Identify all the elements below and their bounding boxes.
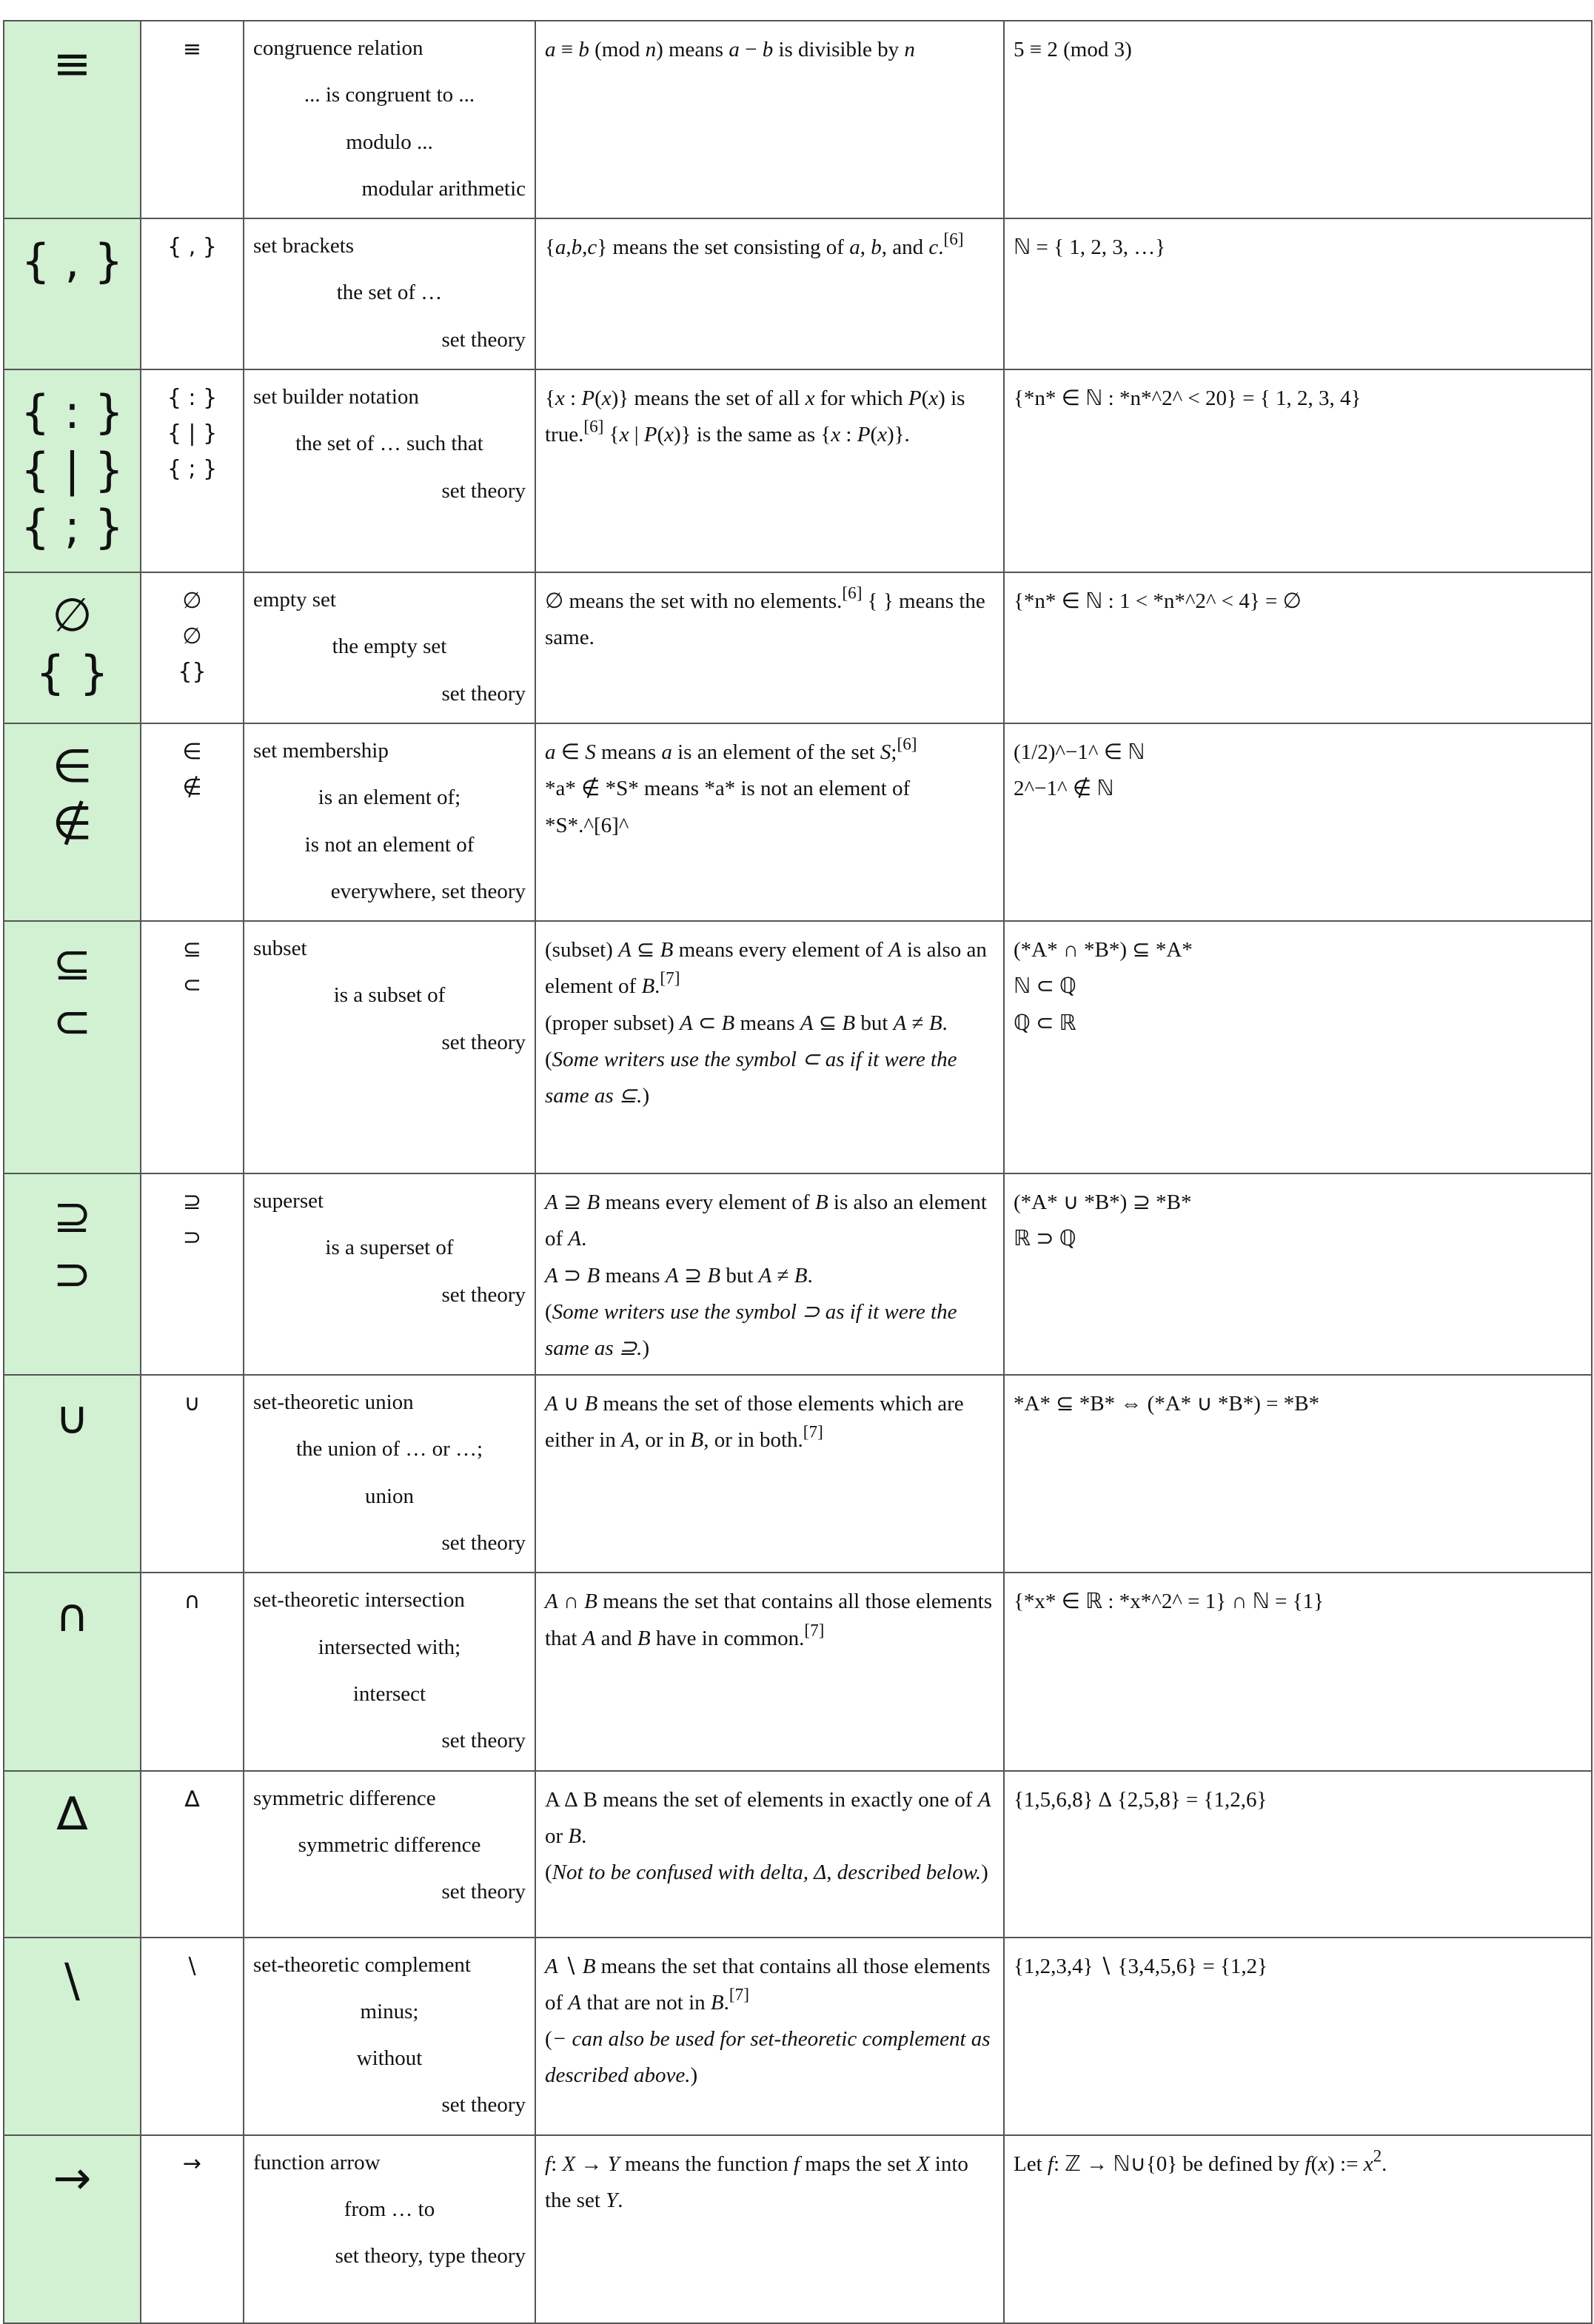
example-cell <box>1004 1375 1592 1573</box>
example-text: 5 ≡ 2 (mod 3) <box>1014 38 1132 61</box>
symbol-glyph: ∆ <box>56 1786 88 1841</box>
symbol-glyph: ≡ <box>53 36 92 90</box>
unicode-glyph: ∉ <box>182 774 202 800</box>
definition-cell <box>535 21 1004 218</box>
symbol-glyph: { : } <box>20 385 124 440</box>
example-cell <box>1004 1938 1592 2135</box>
example-text: {*n* ∈ ℕ : *n*^2^ < 20} = { 1, 2, 3, 4} <box>1014 386 1362 411</box>
reading: the union of … or …; <box>295 1437 483 1461</box>
definition-text: a ∈ S means a is an element of the set S;[6] <box>545 734 917 764</box>
symbol-cell <box>4 723 141 921</box>
unicode-cell <box>141 921 244 1173</box>
symbol-row <box>4 1771 1592 1938</box>
unicode-glyph: ∅ <box>182 623 202 650</box>
symbol-name: superset <box>253 1189 324 1213</box>
name-cell <box>244 21 535 218</box>
unicode-glyph: → <box>182 2150 202 2177</box>
reading: ... is congruent to ... <box>304 83 475 107</box>
unicode-glyph: { : } <box>167 385 218 412</box>
symbol-name: set-theoretic intersection <box>253 1588 465 1613</box>
example-text: ℕ = { 1, 2, 3, …} <box>1014 235 1166 260</box>
category: set theory <box>441 681 526 706</box>
example-text: 2^−1^ ∉ ℕ <box>1014 777 1114 801</box>
symbol-row <box>4 572 1592 723</box>
symbol-name: set builder notation <box>253 385 419 409</box>
name-cell <box>244 2135 535 2323</box>
definition-cell <box>535 723 1004 921</box>
reading: is a superset of <box>325 1236 454 1260</box>
definition-text: f: X → Y means the function f maps the set X into the set Y. <box>545 2151 968 2213</box>
reading: intersect <box>352 1681 426 1706</box>
example-text: (*A* ∪ *B*) ⊇ *B* <box>1014 1191 1192 1215</box>
example-cell <box>1004 1173 1592 1375</box>
symbol-cell <box>4 369 141 572</box>
symbol-cell <box>4 1938 141 2135</box>
definition-text: (Some writers use the symbol ⊂ as if it were the same as ⊆.) <box>545 1048 957 1108</box>
example-text: (1/2)^−1^ ∈ ℕ <box>1014 740 1145 764</box>
symbol-row <box>4 1375 1592 1573</box>
name-cell <box>244 369 535 572</box>
reading: symmetric difference <box>298 1832 481 1857</box>
example-text: ℚ ⊂ ℝ <box>1014 1011 1076 1035</box>
symbol-row <box>4 2135 1592 2323</box>
reading: the set of … <box>336 281 443 305</box>
symbol-name: subset <box>253 937 307 961</box>
category: everywhere, set theory <box>330 879 526 903</box>
definition-cell <box>535 218 1004 369</box>
unicode-glyph: ≡ <box>182 36 202 62</box>
definition-cell <box>535 369 1004 572</box>
reading: modulo ... <box>346 130 433 154</box>
category: set theory <box>441 1030 526 1054</box>
symbol-name: empty set <box>253 588 336 612</box>
symbol-name: congruence relation <box>253 36 423 60</box>
symbol-name: set-theoretic union <box>253 1390 414 1415</box>
symbol-cell <box>4 1173 141 1375</box>
symbol-glyph: ∉ <box>52 796 93 851</box>
unicode-cell <box>141 723 244 921</box>
symbol-name: set-theoretic complement <box>253 1952 471 1977</box>
unicode-glyph: \ <box>188 1952 196 1979</box>
name-cell <box>244 1375 535 1573</box>
definition-text: A ∩ B means the set that contains all those elements that A and B have in common.[7] <box>545 1590 993 1650</box>
unicode-glyph: { , } <box>167 234 217 261</box>
category: set theory <box>441 1282 526 1307</box>
symbol-row <box>4 1938 1592 2135</box>
symbol-row <box>4 218 1592 369</box>
definition-text: A ∖ B means the set that contains all those elements of A that are not in B.[7] <box>545 1954 991 2015</box>
definition-cell <box>535 1573 1004 1770</box>
example-text: *A* ⊆ *B* ⇔ (*A* ∪ *B*) = *B* <box>1014 1392 1320 1416</box>
symbol-glyph: ⊂ <box>53 994 92 1048</box>
symbol-name: set membership <box>253 738 389 763</box>
definition-text: (proper subset) A ⊂ B means A ⊆ B but A ≠ B. <box>545 1011 948 1035</box>
unicode-cell <box>141 1938 244 2135</box>
example-cell <box>1004 21 1592 218</box>
name-cell <box>244 1771 535 1938</box>
symbol-cell <box>4 218 141 369</box>
definition-text: A ∆ B means the set of elements in exactly one of A or B. <box>545 1787 991 1848</box>
name-cell <box>244 1173 535 1375</box>
unicode-cell <box>141 1375 244 1573</box>
example-cell <box>1004 572 1592 723</box>
symbol-row <box>4 369 1592 572</box>
symbol-cell <box>4 1771 141 1938</box>
symbol-row <box>4 723 1592 921</box>
symbol-name: symmetric difference <box>253 1786 436 1810</box>
symbol-glyph: ∈ <box>52 738 93 793</box>
reading: is not an element of <box>304 832 475 857</box>
definition-text: {x : P(x)} means the set of all x for which P(x) is true.[6] {x | P(x)} is the same as {x : P(x)}. <box>545 386 965 447</box>
reading: the set of … such that <box>295 432 483 456</box>
symbol-row <box>4 921 1592 1173</box>
example-text: {*n* ∈ ℕ : 1 < *n*^2^ < 4} = ∅ <box>1014 589 1302 614</box>
example-cell <box>1004 921 1592 1173</box>
symbol-cell <box>4 1375 141 1573</box>
symbol-glyph: \ <box>64 1952 80 2007</box>
reading: union <box>364 1484 415 1508</box>
symbol-glyph: { | } <box>20 442 124 497</box>
symbol-cell <box>4 572 141 723</box>
unicode-glyph: ∩ <box>184 1588 201 1615</box>
definition-text: (subset) A ⊆ B means every element of A is also an element of B.[7] <box>545 938 987 999</box>
definition-cell <box>535 1938 1004 2135</box>
unicode-glyph: ∅ <box>182 588 202 615</box>
unicode-glyph: ∆ <box>184 1786 200 1812</box>
example-cell <box>1004 369 1592 572</box>
unicode-glyph: { | } <box>167 421 218 447</box>
category: set theory <box>441 1729 526 1753</box>
example-text: ℕ ⊂ ℚ <box>1014 974 1076 999</box>
definition-text: A ∪ B means the set of those elements which are either in A, or in B, or in both.[7] <box>545 1392 964 1453</box>
category: set theory <box>441 327 526 352</box>
symbol-glyph: ⊇ <box>53 1189 92 1244</box>
unicode-cell <box>141 1573 244 1770</box>
reading: the empty set <box>332 634 447 659</box>
unicode-cell <box>141 2135 244 2323</box>
example-text: ℝ ⊃ ℚ <box>1014 1227 1076 1251</box>
symbol-row <box>4 21 1592 218</box>
symbol-glyph: ∩ <box>55 1588 90 1643</box>
example-cell <box>1004 2135 1592 2323</box>
reading: is an element of; <box>318 786 461 810</box>
name-cell <box>244 1573 535 1770</box>
definition-text: {a,b,c} means the set consisting of a, b, and c.[6] <box>545 230 964 260</box>
definition-text: a ≡ b (mod n) means a − b is divisible by n <box>545 38 915 61</box>
definition-text: (Some writers use the symbol ⊃ as if it were the same as ⊇.) <box>545 1300 957 1361</box>
reading: without <box>356 2046 423 2071</box>
symbol-row <box>4 1573 1592 1770</box>
symbol-cell <box>4 21 141 218</box>
definition-cell <box>535 1375 1004 1573</box>
definition-cell <box>535 1771 1004 1938</box>
example-cell <box>1004 218 1592 369</box>
definition-cell <box>535 572 1004 723</box>
symbol-name: set brackets <box>253 234 355 258</box>
symbol-glyph: { ; } <box>20 500 124 555</box>
definition-text: (Not to be confused with delta, Δ, described below.) <box>545 1861 988 1885</box>
unicode-glyph: ⊆ <box>182 937 202 963</box>
definition-text: *a* ∉ *S* means *a* is not an element of *S*.^[6]^ <box>545 777 911 837</box>
name-cell <box>244 218 535 369</box>
symbol-cell <box>4 921 141 1173</box>
unicode-glyph: ⊂ <box>182 972 202 999</box>
math-symbols-table <box>3 20 1593 2324</box>
definition-cell <box>535 1173 1004 1375</box>
definition-text: A ⊃ B means A ⊇ B but A ≠ B. <box>545 1263 813 1287</box>
symbol-cell <box>4 1573 141 1770</box>
example-text: (*A* ∩ *B*) ⊆ *A* <box>1014 938 1193 962</box>
symbol-glyph: { , } <box>21 234 124 289</box>
unicode-glyph: ∪ <box>184 1390 201 1417</box>
definition-text: A ⊇ B means every element of B is also an element of A. <box>545 1191 987 1251</box>
symbol-cell <box>4 2135 141 2323</box>
example-cell <box>1004 723 1592 921</box>
unicode-cell <box>141 572 244 723</box>
reading: from … to <box>344 2197 435 2222</box>
symbol-glyph: → <box>53 2150 92 2205</box>
example-cell <box>1004 1573 1592 1770</box>
category: set theory, type theory <box>335 2244 526 2268</box>
name-cell <box>244 1938 535 2135</box>
name-cell <box>244 921 535 1173</box>
unicode-cell <box>141 369 244 572</box>
unicode-cell <box>141 1173 244 1375</box>
category: set theory <box>441 2093 526 2117</box>
unicode-glyph: ⊇ <box>182 1189 202 1216</box>
symbol-row <box>4 1173 1592 1375</box>
reading: minus; <box>360 1999 419 2023</box>
definition-cell <box>535 921 1004 1173</box>
definition-cell <box>535 2135 1004 2323</box>
definition-text: (− can also be used for set-theoretic complement as described above.) <box>545 2027 991 2088</box>
unicode-glyph: ∈ <box>182 738 202 765</box>
symbol-glyph: ∅ <box>52 588 93 643</box>
example-text: Let f: ℤ → ℕ∪{0} be defined by f(x) := $x^2$. <box>1014 2146 1387 2176</box>
unicode-cell <box>141 21 244 218</box>
symbol-name: function arrow <box>253 2150 381 2174</box>
unicode-cell <box>141 218 244 369</box>
symbol-glyph: ∪ <box>55 1390 90 1445</box>
example-text: {1,2,3,4} ∖ {3,4,5,6} = {1,2} <box>1014 1954 1268 1978</box>
unicode-glyph: {} <box>178 659 207 686</box>
example-cell <box>1004 1771 1592 1938</box>
reading: is a subset of <box>333 983 446 1008</box>
example-text: {1,5,6,8} ∆ {2,5,8} = {1,2,6} <box>1014 1787 1268 1812</box>
table-body <box>4 21 1592 2323</box>
example-text: {*x* ∈ ℝ : *x*^2^ = 1} ∩ ℕ = {1} <box>1014 1590 1325 1614</box>
name-cell <box>244 723 535 921</box>
symbol-glyph: ⊆ <box>53 937 92 991</box>
unicode-cell <box>141 1771 244 1938</box>
category: set theory <box>441 478 526 503</box>
category: set theory <box>441 1880 526 1904</box>
symbol-glyph: { } <box>36 645 109 700</box>
name-cell <box>244 572 535 723</box>
category: set theory <box>441 1531 526 1556</box>
reading: intersected with; <box>318 1635 461 1659</box>
unicode-glyph: ⊃ <box>182 1225 202 1251</box>
unicode-glyph: { ; } <box>167 456 218 483</box>
definition-text: ∅ means the set with no elements.[6] { } means the same. <box>545 583 985 650</box>
symbol-glyph: ⊃ <box>53 1246 92 1301</box>
category: modular arithmetic <box>361 176 526 201</box>
